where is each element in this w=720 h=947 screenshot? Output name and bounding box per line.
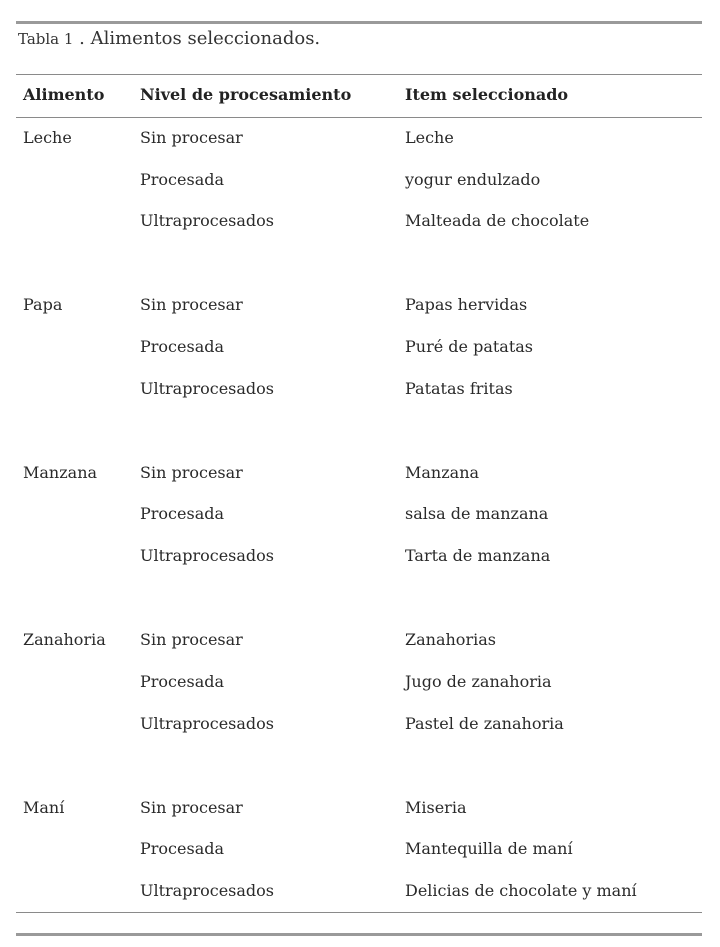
level-cell: Ultraprocesados xyxy=(140,211,275,230)
item-cell: Papas hervidas xyxy=(405,295,528,314)
level-cell: Ultraprocesados xyxy=(140,881,275,900)
caption-text: . Alimentos seleccionados. xyxy=(73,28,321,49)
item-cell: Delicias de chocolate y maní xyxy=(405,881,637,900)
level-cell: Sin procesar xyxy=(140,463,243,482)
item-cell: Tarta de manzana xyxy=(405,546,551,565)
level-cell: Procesada xyxy=(140,672,225,691)
level-cell: Ultraprocesados xyxy=(140,379,275,398)
level-cell: Ultraprocesados xyxy=(140,546,275,565)
item-cell: Mantequilla de maní xyxy=(405,839,573,858)
item-cell: Zanahorias xyxy=(405,630,496,649)
level-cell: Procesada xyxy=(140,504,225,523)
table-caption xyxy=(18,28,320,50)
item-cell: yogur endulzado xyxy=(405,170,541,189)
level-cell: Sin procesar xyxy=(140,630,243,649)
item-cell: Leche xyxy=(405,128,454,147)
food-cell: Manzana xyxy=(23,463,98,482)
item-cell: Puré de patatas xyxy=(405,337,533,356)
header-nivel: Nivel de procesamiento xyxy=(140,85,352,104)
header-top-rule xyxy=(16,74,702,75)
item-cell: Pastel de zanahoria xyxy=(405,714,564,733)
table-bottom-rule xyxy=(16,912,702,913)
level-cell: Sin procesar xyxy=(140,295,243,314)
level-cell: Procesada xyxy=(140,170,225,189)
item-cell: Manzana xyxy=(405,463,480,482)
table-end-rule xyxy=(16,933,702,936)
level-cell: Sin procesar xyxy=(140,128,243,147)
food-cell: Leche xyxy=(23,128,72,147)
header-item: Item seleccionado xyxy=(405,85,569,104)
item-cell: Miseria xyxy=(405,798,467,817)
caption-label: Tabla 1 xyxy=(18,30,74,48)
table-top-rule xyxy=(16,21,702,24)
item-cell: salsa de manzana xyxy=(405,504,549,523)
header-bottom-rule xyxy=(16,117,702,118)
food-cell: Zanahoria xyxy=(23,630,106,649)
item-cell: Jugo de zanahoria xyxy=(405,672,552,691)
item-cell: Patatas fritas xyxy=(405,379,513,398)
food-cell: Papa xyxy=(23,295,63,314)
level-cell: Ultraprocesados xyxy=(140,714,275,733)
food-cell: Maní xyxy=(23,798,65,817)
level-cell: Sin procesar xyxy=(140,798,243,817)
header-alimento: Alimento xyxy=(23,85,105,104)
level-cell: Procesada xyxy=(140,839,225,858)
level-cell: Procesada xyxy=(140,337,225,356)
item-cell: Malteada de chocolate xyxy=(405,211,590,230)
